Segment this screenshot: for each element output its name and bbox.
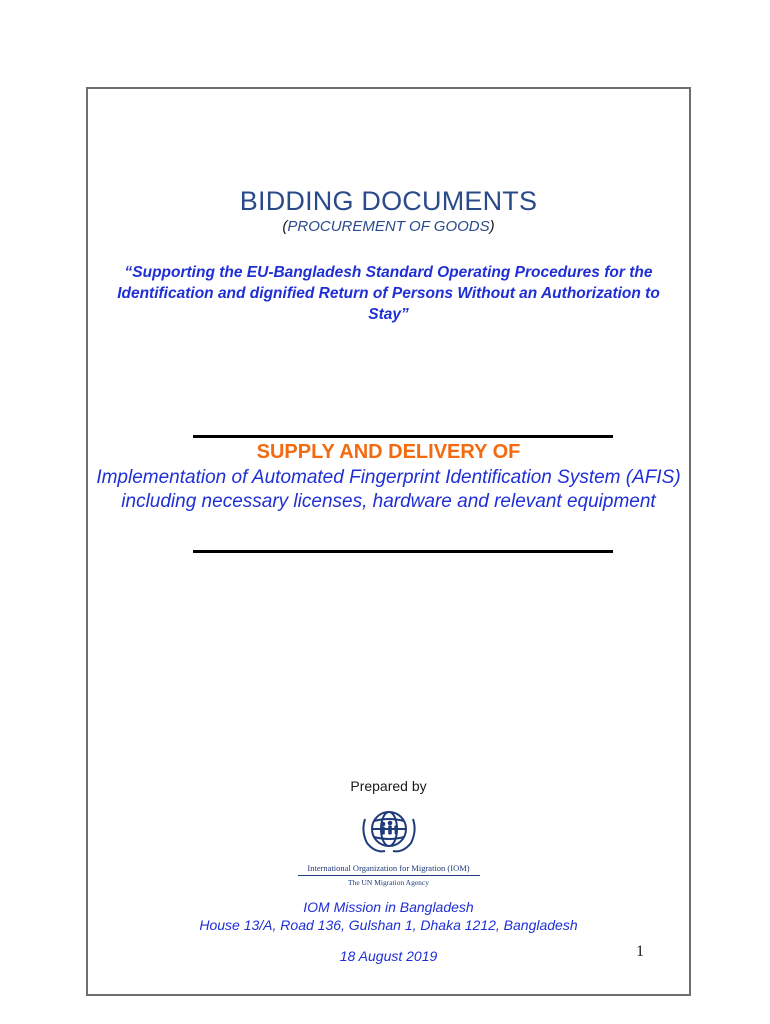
subtitle-close-paren: ) [489,218,495,235]
page-number: 1 [636,943,644,960]
document-title: BIDDING DOCUMENTS [239,186,538,216]
mission-address: House 13/A, Road 136, Gulshan 1, Dhaka 1212, Bangladesh [199,917,578,933]
divider-bottom [193,550,613,553]
prepared-by-label: Prepared by [350,778,427,794]
logo-divider [298,875,480,876]
supply-description: Implementation of Automated Fingerprint Identification System (AFIS) including necessary licenses, hardware and relevant equipment [96,467,681,512]
mission-block [86,898,691,934]
document-subtitle [86,218,691,235]
org-tagline: The UN Migration Agency [347,878,430,887]
subtitle-text: PROCUREMENT OF GOODS [287,218,490,235]
subtitle-open-paren: ( [282,218,288,235]
org-name: International Organization for Migration (IOM) [307,863,470,873]
divider-top [193,435,613,438]
iom-logo [86,805,691,887]
document-date: 18 August 2019 [339,948,438,964]
mission-name: IOM Mission in Bangladesh [303,899,474,915]
project-title: “Supporting the EU-Bangladesh Standard Operating Procedures for the Identification and dignified Return of Persons Without an Authorization to Stay” [117,264,660,323]
iom-globe-logo-icon [357,805,421,857]
supply-heading: SUPPLY AND DELIVERY OF [256,441,521,463]
